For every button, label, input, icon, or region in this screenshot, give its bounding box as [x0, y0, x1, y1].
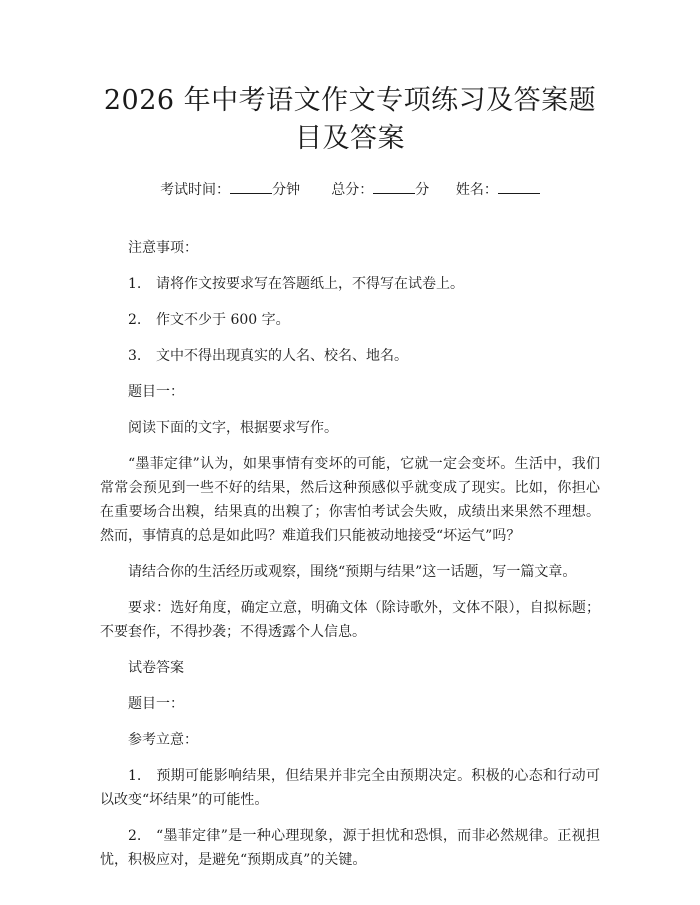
total-score-unit: 分 [415, 182, 430, 198]
notice-item-number: 1. [128, 276, 142, 292]
question-heading: 题目一： [128, 384, 184, 400]
notice-item-text: 请将作文按要求写在答题纸上，不得写在试卷上。 [156, 276, 464, 292]
notice-item [100, 272, 600, 296]
notice-item-text: 作文不少于 600 字。 [156, 312, 290, 328]
reference-heading: 参考立意： [128, 732, 198, 748]
reference-point-number: 1. [128, 768, 142, 784]
question-instruction: 阅读下面的文字，根据要求写作。 [128, 420, 338, 436]
question-passage: “墨菲定律”认为，如果事情有变坏的可能，它就一定会变坏。生活中，我们常常会预见到一些不好的结果，然后这种预感似乎就变成了现实。比如，你担心在重要场合出糗，结果真的出糗了；你害怕考试会失败，成绩出来果然不理想。然而，事情真的总是如此吗？难道我们只能被动地接受“坏运气”吗？ [100, 456, 600, 544]
question-task: 请结合你的生活经历或观察，围绕“预期与结果”这一话题，写一篇文章。 [128, 564, 577, 580]
exam-info-line [100, 180, 600, 200]
name-label: 姓名： [455, 182, 498, 198]
total-score-label: 总分： [331, 182, 374, 198]
notice-item [100, 308, 600, 332]
answer-heading: 试卷答案 [128, 660, 184, 676]
exam-time-blank [230, 181, 272, 194]
reference-point-text: 预期可能影响结果，但结果并非完全由预期决定。积极的心态和行动可以改变“坏结果”的可能性。 [100, 768, 600, 808]
notice-item-number: 2. [128, 312, 142, 328]
reference-point-number: 2. [128, 828, 142, 844]
question-requirements: 要求：选好角度，确定立意，明确文体（除诗歌外，文体不限），自拟标题；不要套作，不得抄袭；不得透露个人信息。 [100, 600, 600, 640]
exam-time-label: 考试时间： [160, 182, 231, 198]
notice-heading: 注意事项： [128, 240, 198, 256]
name-blank [498, 181, 540, 194]
reference-point [100, 824, 600, 872]
notice-item [100, 344, 600, 368]
answer-question-heading: 题目一： [128, 696, 184, 712]
exam-time-unit: 分钟 [272, 182, 301, 198]
document-body [100, 236, 600, 872]
document-title: 2026 年中考语文作文专项练习及答案题目及答案 [103, 85, 597, 154]
reference-point-text: “墨菲定律”是一种心理现象，源于担忧和恐惧，而非必然规律。正视担忧，积极应对，是避免“预期成真”的关键。 [100, 828, 600, 868]
total-score-blank [373, 181, 415, 194]
notice-item-number: 3. [128, 348, 142, 364]
notice-item-text: 文中不得出现真实的人名、校名、地名。 [156, 348, 408, 364]
reference-point [100, 764, 600, 812]
